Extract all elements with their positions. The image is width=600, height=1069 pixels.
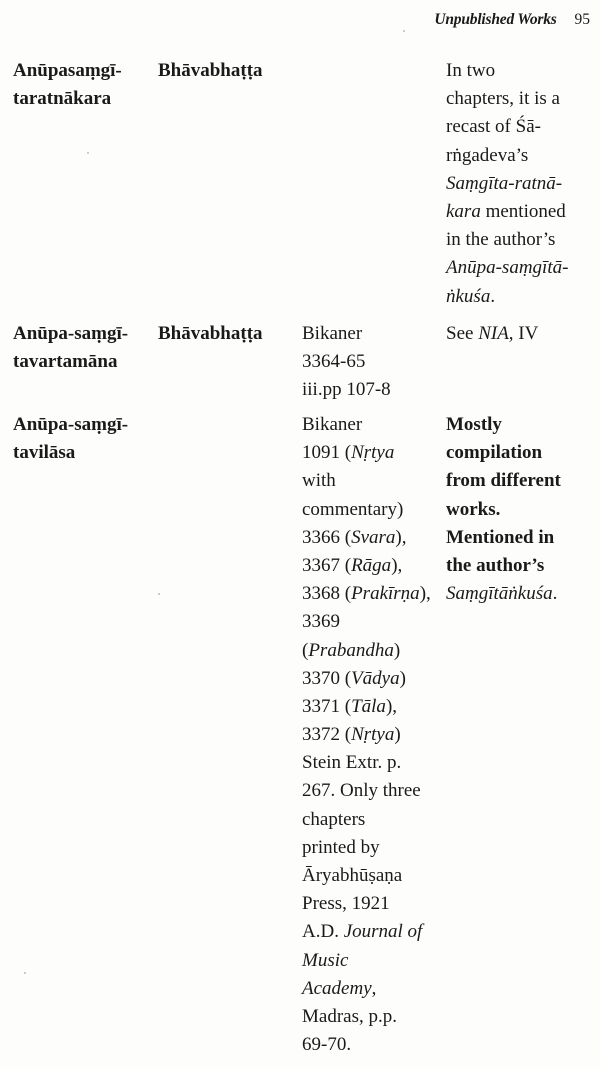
paper-speck [87, 152, 89, 154]
paper-speck [24, 972, 26, 974]
remarks: In two chapters, it is a recast of Śā- rṅgadeva’s Saṃgīta-ratnā- kara mentioned in the author’s Anūpa-saṃgītā- ṅkuśa. [446, 60, 569, 307]
paper-speck [403, 30, 405, 32]
work-title: Anūpa-saṃgī- tavilāsa [13, 414, 129, 464]
remarks: See NIA, IV [446, 323, 539, 344]
author-name: Bhāvabhaṭṭa [158, 60, 263, 81]
work-title: Anūpa-saṃgī- tavartamāna [13, 323, 129, 373]
author-name: Bhāvabhaṭṭa [158, 323, 263, 344]
paper-speck [158, 593, 160, 595]
running-head [434, 10, 590, 30]
page-number: 95 [574, 11, 590, 28]
remarks: Mostly compilation from different works. Mentioned in the author’s Saṃgītāṅkuśa. [446, 414, 561, 605]
work-title: Anūpasaṃgī- taratnākara [13, 60, 122, 110]
manuscripts: Bikaner 3364-65 iii.pp 107-8 [302, 323, 391, 401]
running-head-title: Unpublished Works [434, 11, 557, 28]
manuscripts: Bikaner 1091 (Nṛtya with commentary) 3366 (Svara), 3367 (Rāga), 3368 (Prakīrṇa), 3369 (Prabandha) 3370 (Vādya) 3371 (Tāla), 3372 (Nṛtya) Stein Extr. p. 267. Only three chapters printed by Āryabhūṣaṇa Press, 1921 A.D. Journal of Music Academy, Madras, p.p. 69-70. [302, 414, 431, 1056]
